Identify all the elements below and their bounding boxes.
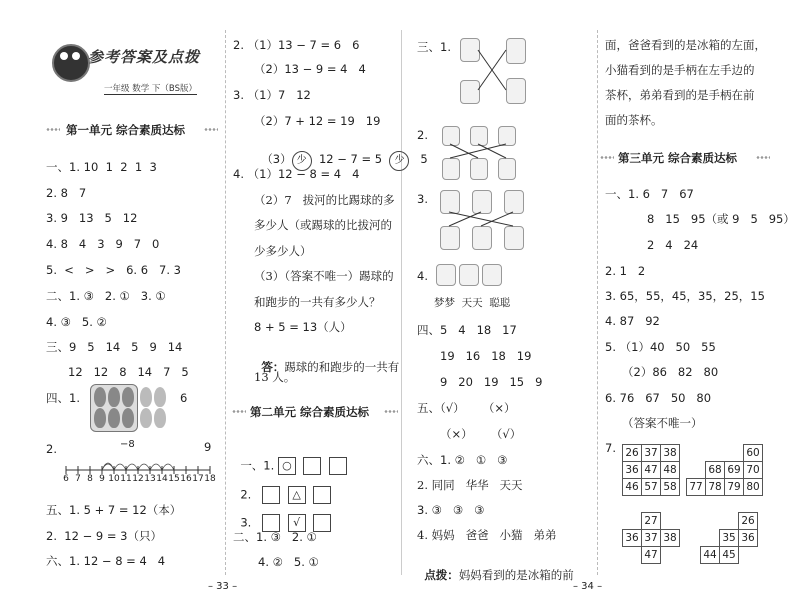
answer-line: 4. ③ 5. ②	[46, 315, 107, 329]
answer-line: 2. （1）13 − 7 = 6 6	[233, 38, 360, 52]
answer-line: 8 15 95（或 9 5 95）	[647, 212, 795, 226]
answer-line: 答：踢球的和跑步的一共有	[261, 360, 400, 374]
children-figure	[436, 264, 504, 286]
number-line-ticks	[62, 474, 216, 488]
answer-line: （3）（答案不唯一）踢球的	[254, 269, 394, 283]
number-line-tick-label: 17	[192, 474, 204, 484]
number-line-tick-label: 16	[180, 474, 192, 484]
number-grid-4: 26 35 36 44 45	[700, 512, 758, 564]
answer-line: 2. △	[233, 472, 331, 504]
answer-line: 4. 8 4 3 9 7 0	[46, 237, 160, 251]
answer-box: ○	[278, 457, 296, 475]
answer-line: 3. 65，55，45，35，25，15	[605, 289, 765, 303]
header-badge: 参考答案及点拨	[88, 48, 201, 66]
number-line-tick-label: 6	[63, 474, 69, 484]
number-grid-1: 26 37 38 36 47 48 46 57 58	[622, 444, 680, 496]
answer-line: 三、1.	[417, 40, 451, 54]
answer-box: √	[288, 514, 306, 532]
matching-figure-1	[456, 36, 528, 106]
page-number: – 34 –	[573, 581, 603, 592]
answer-line: 2.	[417, 128, 428, 142]
answer-line: 4. （1）12 − 8 = 4 4	[233, 167, 360, 181]
answer-line: 小猫看到的是手柄在左手边的	[605, 63, 755, 77]
answer-line: （2）13 − 9 = 4 4	[254, 62, 366, 76]
answer-line: 和跑步的一共有多少人？	[254, 295, 381, 309]
answer-line: （×） （√）	[440, 427, 522, 441]
answer-line: 3. （1）7 12	[233, 88, 311, 102]
number-line-tick-label: 7	[75, 474, 81, 484]
answer-line: 6. 76 67 50 80	[605, 391, 712, 405]
answer-line: 二、1. ③ 2. ①	[233, 530, 317, 544]
answer-line: 五、（√） （×）	[417, 401, 516, 415]
circled-answer: 少	[389, 151, 409, 171]
answer-line: 面，爸爸看到的是冰箱的左面，	[605, 38, 766, 52]
answer-line: 3. √	[233, 500, 331, 532]
header-logo	[52, 36, 214, 100]
matching-figure-3	[438, 188, 530, 252]
answer-line: （2）7 拔河的比踢球的多	[254, 193, 395, 207]
page-number: – 33 –	[208, 581, 238, 592]
number-line-tick-label: 14	[156, 474, 168, 484]
number-line-tick-label: 15	[168, 474, 180, 484]
answer-line: 一、1. 6 7 67	[605, 187, 694, 201]
answer-line: （3） 少 12 − 7 = 5 少 5	[254, 137, 428, 171]
column-divider	[225, 30, 226, 575]
mascot-icon	[52, 44, 90, 82]
answer-line: 3. 9 13 5 12	[46, 211, 138, 225]
answer-line: 二、1. ③ 2. ① 3. ①	[46, 289, 166, 303]
answer-line: 2. 8 7	[46, 186, 87, 200]
section-heading-unit1: 第一单元 综合素质达标	[46, 122, 216, 138]
answer-line: 7.	[605, 441, 616, 455]
matching-figure-2	[440, 124, 524, 182]
answer-line: 2. 同同 华华 天天	[417, 478, 523, 492]
answer-box: △	[288, 486, 306, 504]
answer-box	[329, 457, 347, 475]
number-line-tick-label: 10	[108, 474, 120, 484]
answer-line: 2. 12 − 9 = 3（只）	[46, 529, 162, 543]
number-line-tick-label: 9	[99, 474, 105, 484]
answer-line: 五、1. 5 + 7 = 12（本）	[46, 503, 182, 517]
answer-line: 3. ③ ③ ③	[417, 503, 485, 517]
answer-line: 四、1.	[46, 391, 80, 405]
answer-line: 2. 1 2	[605, 264, 646, 278]
answer-line: 12 12 8 14 7 5	[68, 365, 189, 379]
answer-line: 六、1. ② ① ③	[417, 453, 508, 467]
page-divider	[401, 30, 402, 575]
answer-line: 4.	[417, 269, 428, 283]
answer-line: 一、1. ○	[233, 443, 347, 475]
number-line-tick-label: 11	[120, 474, 132, 484]
number-line-tick-label: 18	[204, 474, 216, 484]
answer-line: （2）86 82 80	[622, 365, 719, 379]
answer-line: 13 人。	[254, 370, 296, 384]
number-line-tick-label: 13	[144, 474, 156, 484]
answer-line: 5. < > > 6. 6 7. 3	[46, 263, 181, 277]
answer-line: 5. （1）40 50 55	[605, 340, 716, 354]
answer-line: 六、1. 12 − 8 = 4 4	[46, 554, 166, 568]
children-names: 梦梦 天天 聪聪	[434, 297, 511, 309]
answer-line: 19 16 18 19	[440, 349, 532, 363]
number-line-tick-label: 8	[87, 474, 93, 484]
answer-line: 多少人（或踢球的比拔河的	[254, 218, 392, 232]
number-grid-3: 27 36 37 38 47	[622, 512, 680, 564]
answer-line: 3.	[417, 192, 428, 206]
header-subtitle: 一年级 数学 下（BS版）	[104, 84, 197, 94]
number-line-tick-label: 12	[132, 474, 144, 484]
column-divider	[597, 30, 598, 575]
section-heading-unit2: 第二单元 综合素质达标	[232, 404, 402, 420]
answer-line: 少多少人）	[254, 244, 312, 258]
answer-line: 点拨：妈妈看到的是冰箱的前	[424, 568, 574, 582]
answer-line: 四、5 4 18 17	[417, 323, 517, 337]
answer-line: （2）7 + 12 = 19 19	[254, 114, 381, 128]
answer-value: 6	[180, 391, 188, 405]
section-heading-unit3: 第三单元 综合素质达标	[600, 150, 786, 166]
answer-line: 茶杯，弟弟看到的是手柄在前	[605, 88, 755, 102]
answer-line: 4. 87 92	[605, 314, 660, 328]
answer-line: 8 + 5 = 13（人）	[254, 320, 352, 334]
answer-line: 2 4 24	[647, 238, 699, 252]
circled-answer: 少	[292, 151, 312, 171]
drops-figure	[90, 384, 168, 430]
number-grid-2: 60 68 69 70 77 78 79 80	[686, 444, 763, 496]
answer-line: 面的茶杯。	[605, 113, 663, 127]
answer-line: 一、1. 10 1 2 1 3	[46, 160, 157, 174]
answer-line: 2.	[46, 442, 57, 456]
answer-line: 4. ② 5. ①	[258, 555, 319, 569]
answer-line: （答案不唯一）	[622, 416, 703, 430]
answer-line: 三、9 5 14 5 9 14	[46, 340, 183, 354]
arc-label: −8	[120, 439, 135, 450]
answer-line: 9 20 19 15 9	[440, 375, 543, 389]
answer-line: 4. 妈妈 爸爸 小猫 弟弟	[417, 528, 557, 542]
answer-value: 9	[204, 440, 212, 454]
